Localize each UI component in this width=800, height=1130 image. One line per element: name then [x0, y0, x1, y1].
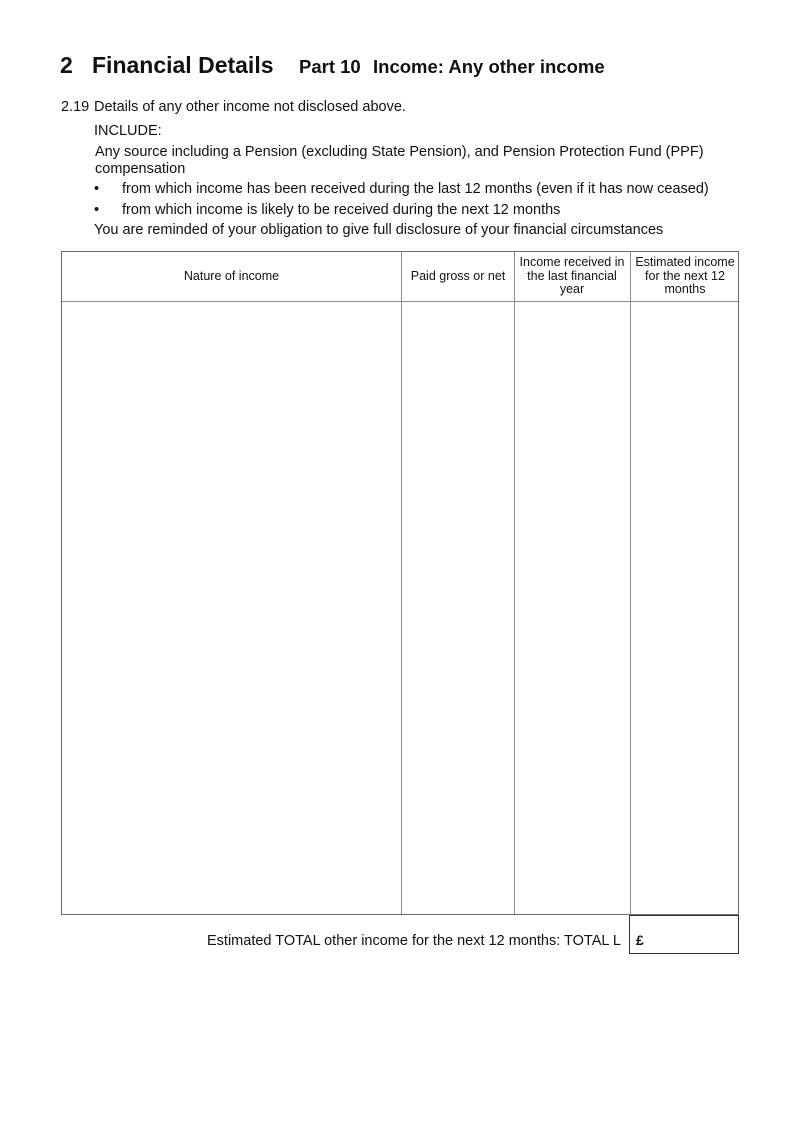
pound-sign: £: [636, 932, 644, 948]
header-estimated-next-12-months: Estimated income for the next 12 months: [635, 255, 735, 297]
header-paid-gross-or-net: Paid gross or net: [410, 268, 506, 283]
bullet-text-1: from which income has been received during the last 12 months (even if it has now ceased): [122, 181, 709, 197]
estimated-income-field[interactable]: [631, 302, 739, 914]
header-income-last-year: Income received in the last financial year: [519, 255, 625, 297]
part-number: Part 10: [299, 56, 361, 77]
section-title: Financial Details: [92, 52, 274, 78]
disclosure-reminder: You are reminded of your obligation to give full disclosure of your financial circumstances: [94, 222, 664, 238]
question-number: 2.19: [61, 99, 90, 115]
total-l-field[interactable]: [629, 915, 739, 954]
other-income-table: [61, 251, 739, 915]
bullet-text-2: from which income is likely to be received during the next 12 months: [122, 202, 561, 218]
total-label: Estimated TOTAL other income for the next 12 months: TOTAL L: [207, 933, 621, 949]
income-last-year-field[interactable]: [515, 302, 630, 914]
any-source-text: Any source including a Pension (excluding State Pension), and Pension Protection Fund (PPF) compensation: [95, 144, 704, 177]
include-label: INCLUDE:: [94, 123, 162, 139]
part-title: Income: Any other income: [373, 56, 605, 77]
bullet-icon: •: [94, 181, 100, 197]
header-nature-of-income: Nature of income: [183, 268, 280, 283]
question-text: Details of any other income not disclosed above.: [94, 99, 406, 115]
nature-of-income-field[interactable]: [62, 302, 401, 914]
section-number: 2: [60, 52, 73, 78]
paid-gross-or-net-field[interactable]: [402, 302, 514, 914]
bullet-icon: •: [94, 202, 100, 218]
